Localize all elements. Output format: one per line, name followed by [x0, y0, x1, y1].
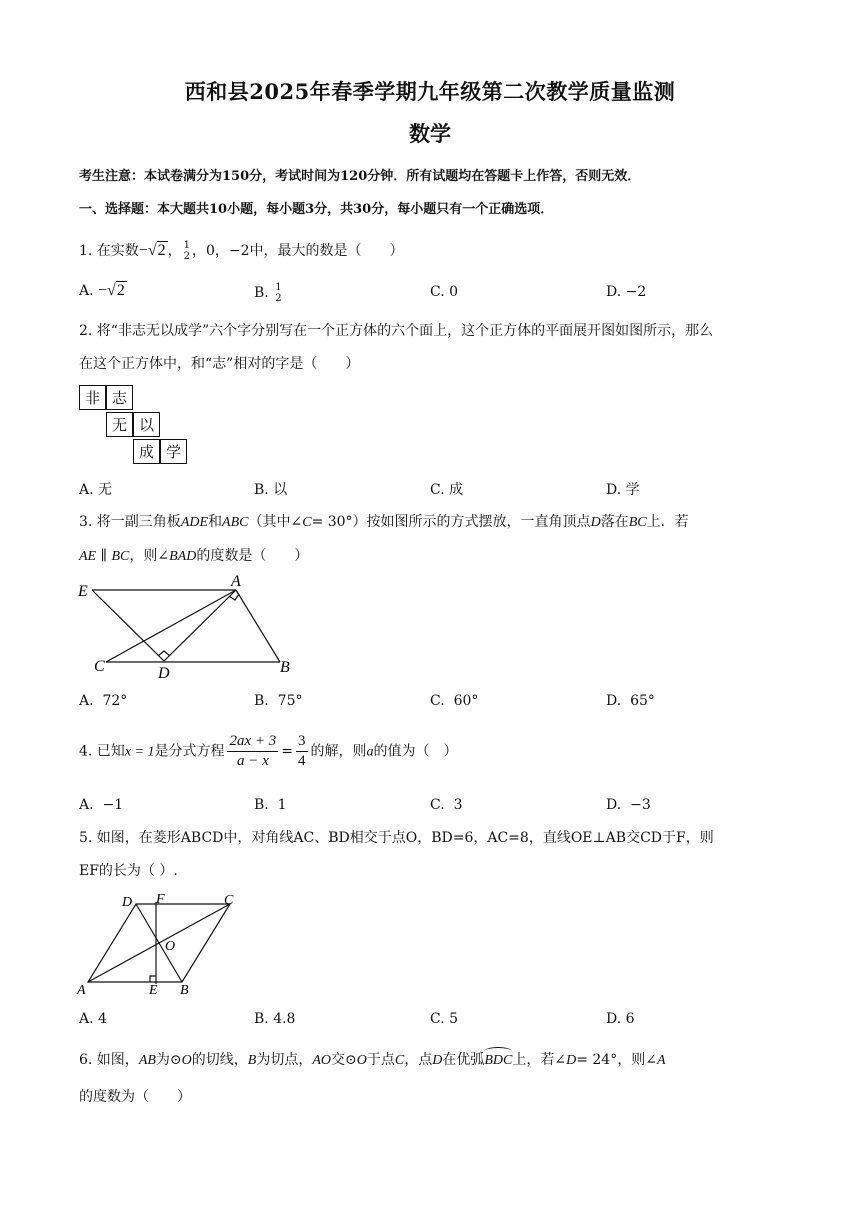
section-heading: 一、选择题：本大题共10小题，每小题3分，共30分，每小题只有一个正确选项．	[79, 202, 554, 217]
q4-option-c: C. 3	[430, 797, 463, 813]
q2-line-1: 2. 将“非志无以成学”六个字分别写在一个正方体的六个面上，这个正方体的平面展开图如图所示，那么	[79, 323, 714, 339]
q1-option-c: C. 0	[430, 284, 459, 300]
triangle-figure	[76, 572, 296, 680]
q5-option-d: D. 6	[606, 1011, 635, 1027]
label-b: B	[280, 659, 290, 676]
page-subtitle: 数学	[409, 121, 451, 146]
label-o: O	[165, 939, 176, 954]
q3-option-c: C. 60°	[430, 693, 479, 709]
q2-option-a: A. 无	[79, 482, 113, 498]
label-a: A	[77, 983, 86, 998]
q5-option-b: B. 4.8	[254, 1011, 296, 1027]
label-c: C	[224, 893, 234, 908]
label-d: D	[122, 895, 133, 910]
q3-line-2: AE ∥ BC，则∠BAD的度数是（ ）	[79, 548, 309, 564]
question-1: 1. 在实数−√2 ， 1 2 ，0，−2中，最大的数是（ ）	[79, 240, 404, 262]
q5-line-1: 5. 如图，在菱形ABCD中，对角线AC、BD相交于点O，BD=6，AC=8，直线OE⊥AB交CD于F，则	[79, 830, 714, 846]
q4-rhs-fraction: $\frac{3}{4}$	[298, 733, 306, 769]
q2-option-b: B. 以	[254, 482, 288, 498]
q1-option-a: A. −√2	[79, 282, 125, 299]
q5-option-a: A. 4	[79, 1011, 107, 1027]
question-4: 4. 已知x = 1是分式方程 $\frac{2ax + 3}{a - x}$ = $\frac{3}{4}$ 的解，则a的值为（ ）	[79, 733, 458, 769]
label-a: A	[231, 573, 241, 590]
q1-option-d: D. −2	[606, 284, 647, 300]
q3-option-a: A. 72°	[79, 693, 128, 709]
q6-line-1: 6. 如图，AB为⊙O的切线，B为切点，AO交⊙O于点C，点D在优弧BDC上，若∠D= 24°，则∠A	[79, 1050, 666, 1071]
q4-lhs-fraction: $\frac{2ax + 3}{a - x}$	[229, 733, 277, 769]
q1-sqrt: −√2	[138, 242, 166, 259]
net-cell: 志	[106, 385, 133, 410]
q2-option-c: C. 成	[430, 482, 464, 498]
q4-option-a: A. −1	[79, 797, 124, 813]
net-cell: 以	[133, 412, 160, 437]
q1-suffix: ，0，−2中，最大的数是（ ）	[192, 243, 404, 259]
label-e: E	[149, 983, 158, 998]
label-b: B	[180, 983, 189, 998]
net-cell: 学	[160, 439, 187, 464]
label-f: F	[156, 892, 165, 907]
q1-prefix: 1. 在实数	[79, 243, 139, 259]
rhombus-figure	[76, 888, 246, 998]
q5-line-2: EF的长为（ ）.	[79, 863, 178, 879]
q4-option-b: B. 1	[254, 797, 287, 813]
q6-line-2: 的度数为（ ）	[79, 1089, 191, 1105]
q2-line-2: 在这个正方体中，和“志”相对的字是（ ）	[79, 356, 360, 372]
q3-line-1: 3. 将一副三角板ADE和ABC（其中∠C= 30°）按如图所示的方式摆放，一直角顶点D落在BC上．若	[79, 514, 689, 530]
net-cell: 无	[106, 412, 133, 437]
q1-fraction: 1 2	[183, 240, 190, 262]
q3-option-b: B. 75°	[254, 693, 303, 709]
exam-notice: 考生注意：本试卷满分为150分，考试时间为120分钟．所有试题均在答题卡上作答，否则无效．	[79, 169, 641, 184]
arc-bdc: BDC	[484, 1051, 512, 1071]
q4-option-d: D. −3	[606, 797, 651, 813]
q2-option-d: D. 学	[606, 482, 640, 498]
q1-option-b: B. 1 2	[254, 282, 282, 304]
net-cell: 成	[133, 439, 160, 464]
label-e: E	[78, 583, 88, 600]
label-d: D	[158, 665, 170, 680]
page-title: 西和县2025年春季学期九年级第二次教学质量监测	[184, 79, 676, 104]
label-c: C	[94, 658, 105, 675]
q3-option-d: D. 65°	[606, 693, 655, 709]
net-cell: 非	[79, 385, 106, 410]
q5-option-c: C. 5	[430, 1011, 459, 1027]
